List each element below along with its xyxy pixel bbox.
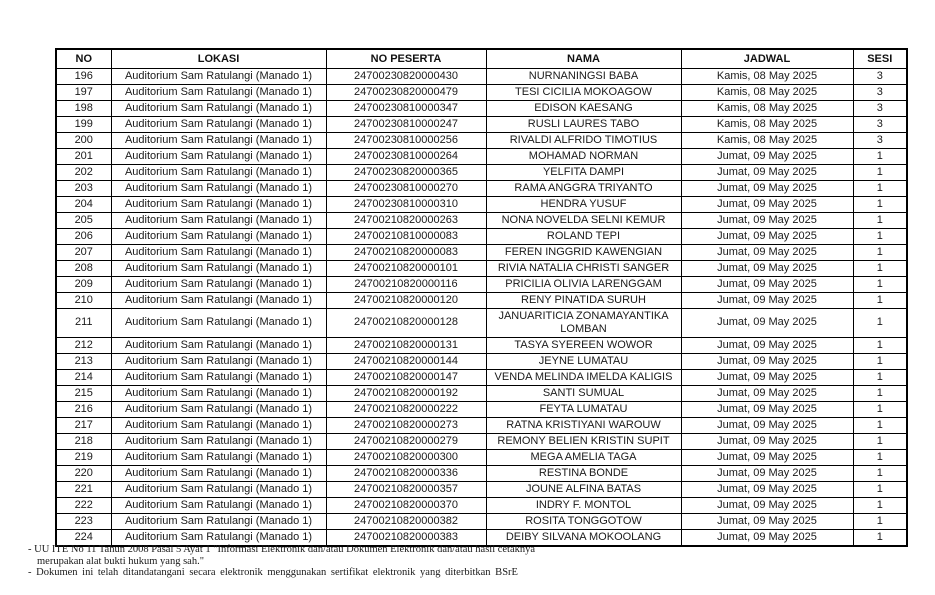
cell-jadwal: Kamis, 08 May 2025 [681,133,853,149]
cell-lokasi: Auditorium Sam Ratulangi (Manado 1) [111,213,326,229]
cell-jadwal: Jumat, 09 May 2025 [681,337,853,353]
cell-jadwal: Jumat, 09 May 2025 [681,513,853,529]
cell-lokasi: Auditorium Sam Ratulangi (Manado 1) [111,197,326,213]
cell-nama: RATNA KRISTIYANI WAROUW [486,417,681,433]
cell-no: 224 [56,529,111,546]
cell-lokasi: Auditorium Sam Ratulangi (Manado 1) [111,465,326,481]
table-body [56,69,907,546]
cell-sesi: 3 [853,69,907,85]
cell-nama: RESTINA BONDE [486,465,681,481]
table-row [56,401,907,417]
cell-no-peserta: 24700230820000430 [326,69,486,85]
cell-no: 208 [56,261,111,277]
cell-no-peserta: 24700210820000222 [326,401,486,417]
cell-no: 198 [56,101,111,117]
cell-no: 223 [56,513,111,529]
table-row [56,181,907,197]
cell-lokasi: Auditorium Sam Ratulangi (Manado 1) [111,449,326,465]
cell-lokasi: Auditorium Sam Ratulangi (Manado 1) [111,417,326,433]
cell-no-peserta: 24700210820000263 [326,213,486,229]
cell-nama: PRICILIA OLIVIA LARENGGAM [486,277,681,293]
cell-nama: RIVALDI ALFRIDO TIMOTIUS [486,133,681,149]
cell-lokasi: Auditorium Sam Ratulangi (Manado 1) [111,481,326,497]
cell-jadwal: Jumat, 09 May 2025 [681,149,853,165]
cell-jadwal: Jumat, 09 May 2025 [681,261,853,277]
table-row [56,261,907,277]
table-row [56,385,907,401]
cell-sesi: 1 [853,213,907,229]
cell-no: 218 [56,433,111,449]
cell-lokasi: Auditorium Sam Ratulangi (Manado 1) [111,229,326,245]
cell-no: 202 [56,165,111,181]
cell-no: 213 [56,353,111,369]
cell-sesi: 1 [853,417,907,433]
cell-jadwal: Jumat, 09 May 2025 [681,481,853,497]
table-row [56,481,907,497]
cell-sesi: 1 [853,497,907,513]
cell-nama: RUSLI LAURES TABO [486,117,681,133]
cell-nama: VENDA MELINDA IMELDA KALIGIS [486,369,681,385]
column-header-no-peserta: NO PESERTA [326,49,486,69]
table-row [56,197,907,213]
cell-sesi: 1 [853,465,907,481]
table-row [56,353,907,369]
table-row [56,417,907,433]
cell-no-peserta: 24700210820000144 [326,353,486,369]
table-row [56,513,907,529]
cell-no-peserta: 24700210820000279 [326,433,486,449]
table-row [56,149,907,165]
cell-nama: MEGA AMELIA TAGA [486,449,681,465]
table-row [56,277,907,293]
cell-sesi: 3 [853,101,907,117]
cell-sesi: 1 [853,293,907,309]
cell-nama: JOUNE ALFINA BATAS [486,481,681,497]
cell-jadwal: Jumat, 09 May 2025 [681,229,853,245]
cell-lokasi: Auditorium Sam Ratulangi (Manado 1) [111,165,326,181]
cell-no-peserta: 24700230820000365 [326,165,486,181]
legal-note-uu-ite-line1: - UU ITE No 11 Tahun 2008 Pasal 5 Ayat 1 "Informasi Elektronik dan/atau Dokumen Elektronik dan/atau hasil cetaknya [28,544,536,555]
cell-no: 221 [56,481,111,497]
cell-jadwal: Jumat, 09 May 2025 [681,353,853,369]
cell-nama: REMONY BELIEN KRISTIN SUPIT [486,433,681,449]
cell-sesi: 1 [853,197,907,213]
cell-no-peserta: 24700210820000101 [326,261,486,277]
cell-sesi: 3 [853,85,907,101]
cell-no: 207 [56,245,111,261]
cell-nama: DEIBY SILVANA MOKOOLANG [486,529,681,546]
cell-jadwal: Jumat, 09 May 2025 [681,245,853,261]
cell-sesi: 1 [853,245,907,261]
cell-nama: EDISON KAESANG [486,101,681,117]
cell-lokasi: Auditorium Sam Ratulangi (Manado 1) [111,181,326,197]
cell-lokasi: Auditorium Sam Ratulangi (Manado 1) [111,245,326,261]
cell-lokasi: Auditorium Sam Ratulangi (Manado 1) [111,433,326,449]
cell-no: 219 [56,449,111,465]
cell-jadwal: Jumat, 09 May 2025 [681,369,853,385]
cell-nama: RAMA ANGGRA TRIYANTO [486,181,681,197]
cell-jadwal: Jumat, 09 May 2025 [681,529,853,546]
cell-sesi: 1 [853,309,907,338]
table-row [56,229,907,245]
cell-nama: NONA NOVELDA SELNI KEMUR [486,213,681,229]
cell-jadwal: Jumat, 09 May 2025 [681,401,853,417]
cell-sesi: 1 [853,529,907,546]
participant-schedule-table [55,48,908,547]
cell-jadwal: Kamis, 08 May 2025 [681,101,853,117]
cell-no: 222 [56,497,111,513]
table-row [56,69,907,85]
table-row [56,165,907,181]
cell-jadwal: Jumat, 09 May 2025 [681,465,853,481]
cell-no-peserta: 24700210820000083 [326,245,486,261]
cell-no-peserta: 24700210820000147 [326,369,486,385]
cell-no: 216 [56,401,111,417]
cell-jadwal: Kamis, 08 May 2025 [681,85,853,101]
cell-nama: RENY PINATIDA SURUH [486,293,681,309]
cell-nama: JEYNE LUMATAU [486,353,681,369]
cell-lokasi: Auditorium Sam Ratulangi (Manado 1) [111,309,326,338]
column-header-nama: NAMA [486,49,681,69]
table-row [56,133,907,149]
cell-jadwal: Jumat, 09 May 2025 [681,385,853,401]
legal-note-signature: - Dokumen ini telah ditandatangani secara elektronik menggunakan sertifikat elektronik yang diterbitkan BSrE [28,567,518,578]
cell-no: 209 [56,277,111,293]
table-row [56,369,907,385]
cell-lokasi: Auditorium Sam Ratulangi (Manado 1) [111,401,326,417]
cell-no-peserta: 24700210810000083 [326,229,486,245]
cell-nama: HENDRA YUSUF [486,197,681,213]
cell-lokasi: Auditorium Sam Ratulangi (Manado 1) [111,497,326,513]
cell-nama: INDRY F. MONTOL [486,497,681,513]
cell-no: 212 [56,337,111,353]
cell-no-peserta: 24700230810000270 [326,181,486,197]
cell-sesi: 1 [853,513,907,529]
cell-no-peserta: 24700230810000264 [326,149,486,165]
cell-no: 200 [56,133,111,149]
cell-sesi: 1 [853,481,907,497]
cell-sesi: 1 [853,433,907,449]
cell-no-peserta: 24700230810000247 [326,117,486,133]
cell-no-peserta: 24700210820000116 [326,277,486,293]
cell-sesi: 1 [853,401,907,417]
cell-no-peserta: 24700210820000273 [326,417,486,433]
cell-jadwal: Jumat, 09 May 2025 [681,181,853,197]
table-row [56,449,907,465]
cell-nama: MOHAMAD NORMAN [486,149,681,165]
cell-nama: SANTI SUMUAL [486,385,681,401]
cell-no: 203 [56,181,111,197]
cell-no: 210 [56,293,111,309]
cell-lokasi: Auditorium Sam Ratulangi (Manado 1) [111,529,326,546]
cell-jadwal: Kamis, 08 May 2025 [681,69,853,85]
cell-no-peserta: 24700230810000310 [326,197,486,213]
cell-sesi: 1 [853,261,907,277]
cell-no: 211 [56,309,111,338]
column-header-no: NO [56,49,111,69]
cell-no-peserta: 24700210820000336 [326,465,486,481]
cell-jadwal: Jumat, 09 May 2025 [681,197,853,213]
cell-no: 217 [56,417,111,433]
table-row [56,465,907,481]
column-header-jadwal: JADWAL [681,49,853,69]
cell-sesi: 1 [853,353,907,369]
cell-lokasi: Auditorium Sam Ratulangi (Manado 1) [111,117,326,133]
cell-sesi: 1 [853,181,907,197]
cell-jadwal: Jumat, 09 May 2025 [681,449,853,465]
cell-lokasi: Auditorium Sam Ratulangi (Manado 1) [111,337,326,353]
cell-no-peserta: 24700210820000131 [326,337,486,353]
cell-nama: FEREN INGGRID KAWENGIAN [486,245,681,261]
cell-nama: ROLAND TEPI [486,229,681,245]
cell-no: 196 [56,69,111,85]
cell-no-peserta: 24700210820000128 [326,309,486,338]
legal-note-uu-ite-line2: merupakan alat bukti hukum yang sah." [37,555,204,567]
cell-no-peserta: 24700210820000120 [326,293,486,309]
cell-lokasi: Auditorium Sam Ratulangi (Manado 1) [111,353,326,369]
cell-nama: JANUARITICIA ZONAMAYANTIKA LOMBAN [486,309,681,338]
cell-sesi: 1 [853,165,907,181]
cell-lokasi: Auditorium Sam Ratulangi (Manado 1) [111,277,326,293]
table-row [56,117,907,133]
table-row [56,85,907,101]
cell-sesi: 3 [853,133,907,149]
cell-no: 204 [56,197,111,213]
cell-sesi: 1 [853,385,907,401]
table-row [56,293,907,309]
cell-no: 220 [56,465,111,481]
cell-no: 205 [56,213,111,229]
cell-no-peserta: 24700210820000383 [326,529,486,546]
cell-nama: FEYTA LUMATAU [486,401,681,417]
cell-jadwal: Jumat, 09 May 2025 [681,433,853,449]
cell-jadwal: Jumat, 09 May 2025 [681,213,853,229]
cell-lokasi: Auditorium Sam Ratulangi (Manado 1) [111,261,326,277]
cell-jadwal: Jumat, 09 May 2025 [681,277,853,293]
cell-sesi: 3 [853,117,907,133]
legal-notes [28,544,588,579]
cell-no-peserta: 24700210820000382 [326,513,486,529]
table-header-row [56,49,907,69]
cell-nama: TESI CICILIA MOKOAGOW [486,85,681,101]
cell-no-peserta: 24700230810000256 [326,133,486,149]
table-row [56,245,907,261]
cell-no: 215 [56,385,111,401]
cell-sesi: 1 [853,369,907,385]
cell-lokasi: Auditorium Sam Ratulangi (Manado 1) [111,369,326,385]
cell-jadwal: Jumat, 09 May 2025 [681,293,853,309]
table-row [56,309,907,338]
cell-lokasi: Auditorium Sam Ratulangi (Manado 1) [111,513,326,529]
cell-nama: NURNANINGSI BABA [486,69,681,85]
column-header-lokasi: LOKASI [111,49,326,69]
table-row [56,433,907,449]
column-header-sesi: SESI [853,49,907,69]
table-row [56,497,907,513]
cell-no: 197 [56,85,111,101]
cell-no-peserta: 24700210820000300 [326,449,486,465]
cell-lokasi: Auditorium Sam Ratulangi (Manado 1) [111,85,326,101]
cell-lokasi: Auditorium Sam Ratulangi (Manado 1) [111,69,326,85]
cell-no-peserta: 24700230810000347 [326,101,486,117]
cell-nama: ROSITA TONGGOTOW [486,513,681,529]
cell-no-peserta: 24700210820000370 [326,497,486,513]
cell-sesi: 1 [853,449,907,465]
cell-sesi: 1 [853,229,907,245]
cell-lokasi: Auditorium Sam Ratulangi (Manado 1) [111,101,326,117]
cell-no: 206 [56,229,111,245]
cell-lokasi: Auditorium Sam Ratulangi (Manado 1) [111,149,326,165]
table-row [56,337,907,353]
cell-jadwal: Jumat, 09 May 2025 [681,165,853,181]
cell-no: 201 [56,149,111,165]
cell-nama: TASYA SYEREEN WOWOR [486,337,681,353]
cell-no-peserta: 24700210820000357 [326,481,486,497]
table-row [56,213,907,229]
cell-no-peserta: 24700210820000192 [326,385,486,401]
cell-no: 214 [56,369,111,385]
cell-jadwal: Kamis, 08 May 2025 [681,117,853,133]
cell-lokasi: Auditorium Sam Ratulangi (Manado 1) [111,293,326,309]
cell-sesi: 1 [853,277,907,293]
cell-jadwal: Jumat, 09 May 2025 [681,417,853,433]
cell-nama: RIVIA NATALIA CHRISTI SANGER [486,261,681,277]
cell-nama: YELFITA DAMPI [486,165,681,181]
table-row [56,101,907,117]
cell-sesi: 1 [853,149,907,165]
cell-jadwal: Jumat, 09 May 2025 [681,309,853,338]
cell-lokasi: Auditorium Sam Ratulangi (Manado 1) [111,385,326,401]
cell-lokasi: Auditorium Sam Ratulangi (Manado 1) [111,133,326,149]
cell-no: 199 [56,117,111,133]
cell-no-peserta: 24700230820000479 [326,85,486,101]
cell-sesi: 1 [853,337,907,353]
cell-jadwal: Jumat, 09 May 2025 [681,497,853,513]
